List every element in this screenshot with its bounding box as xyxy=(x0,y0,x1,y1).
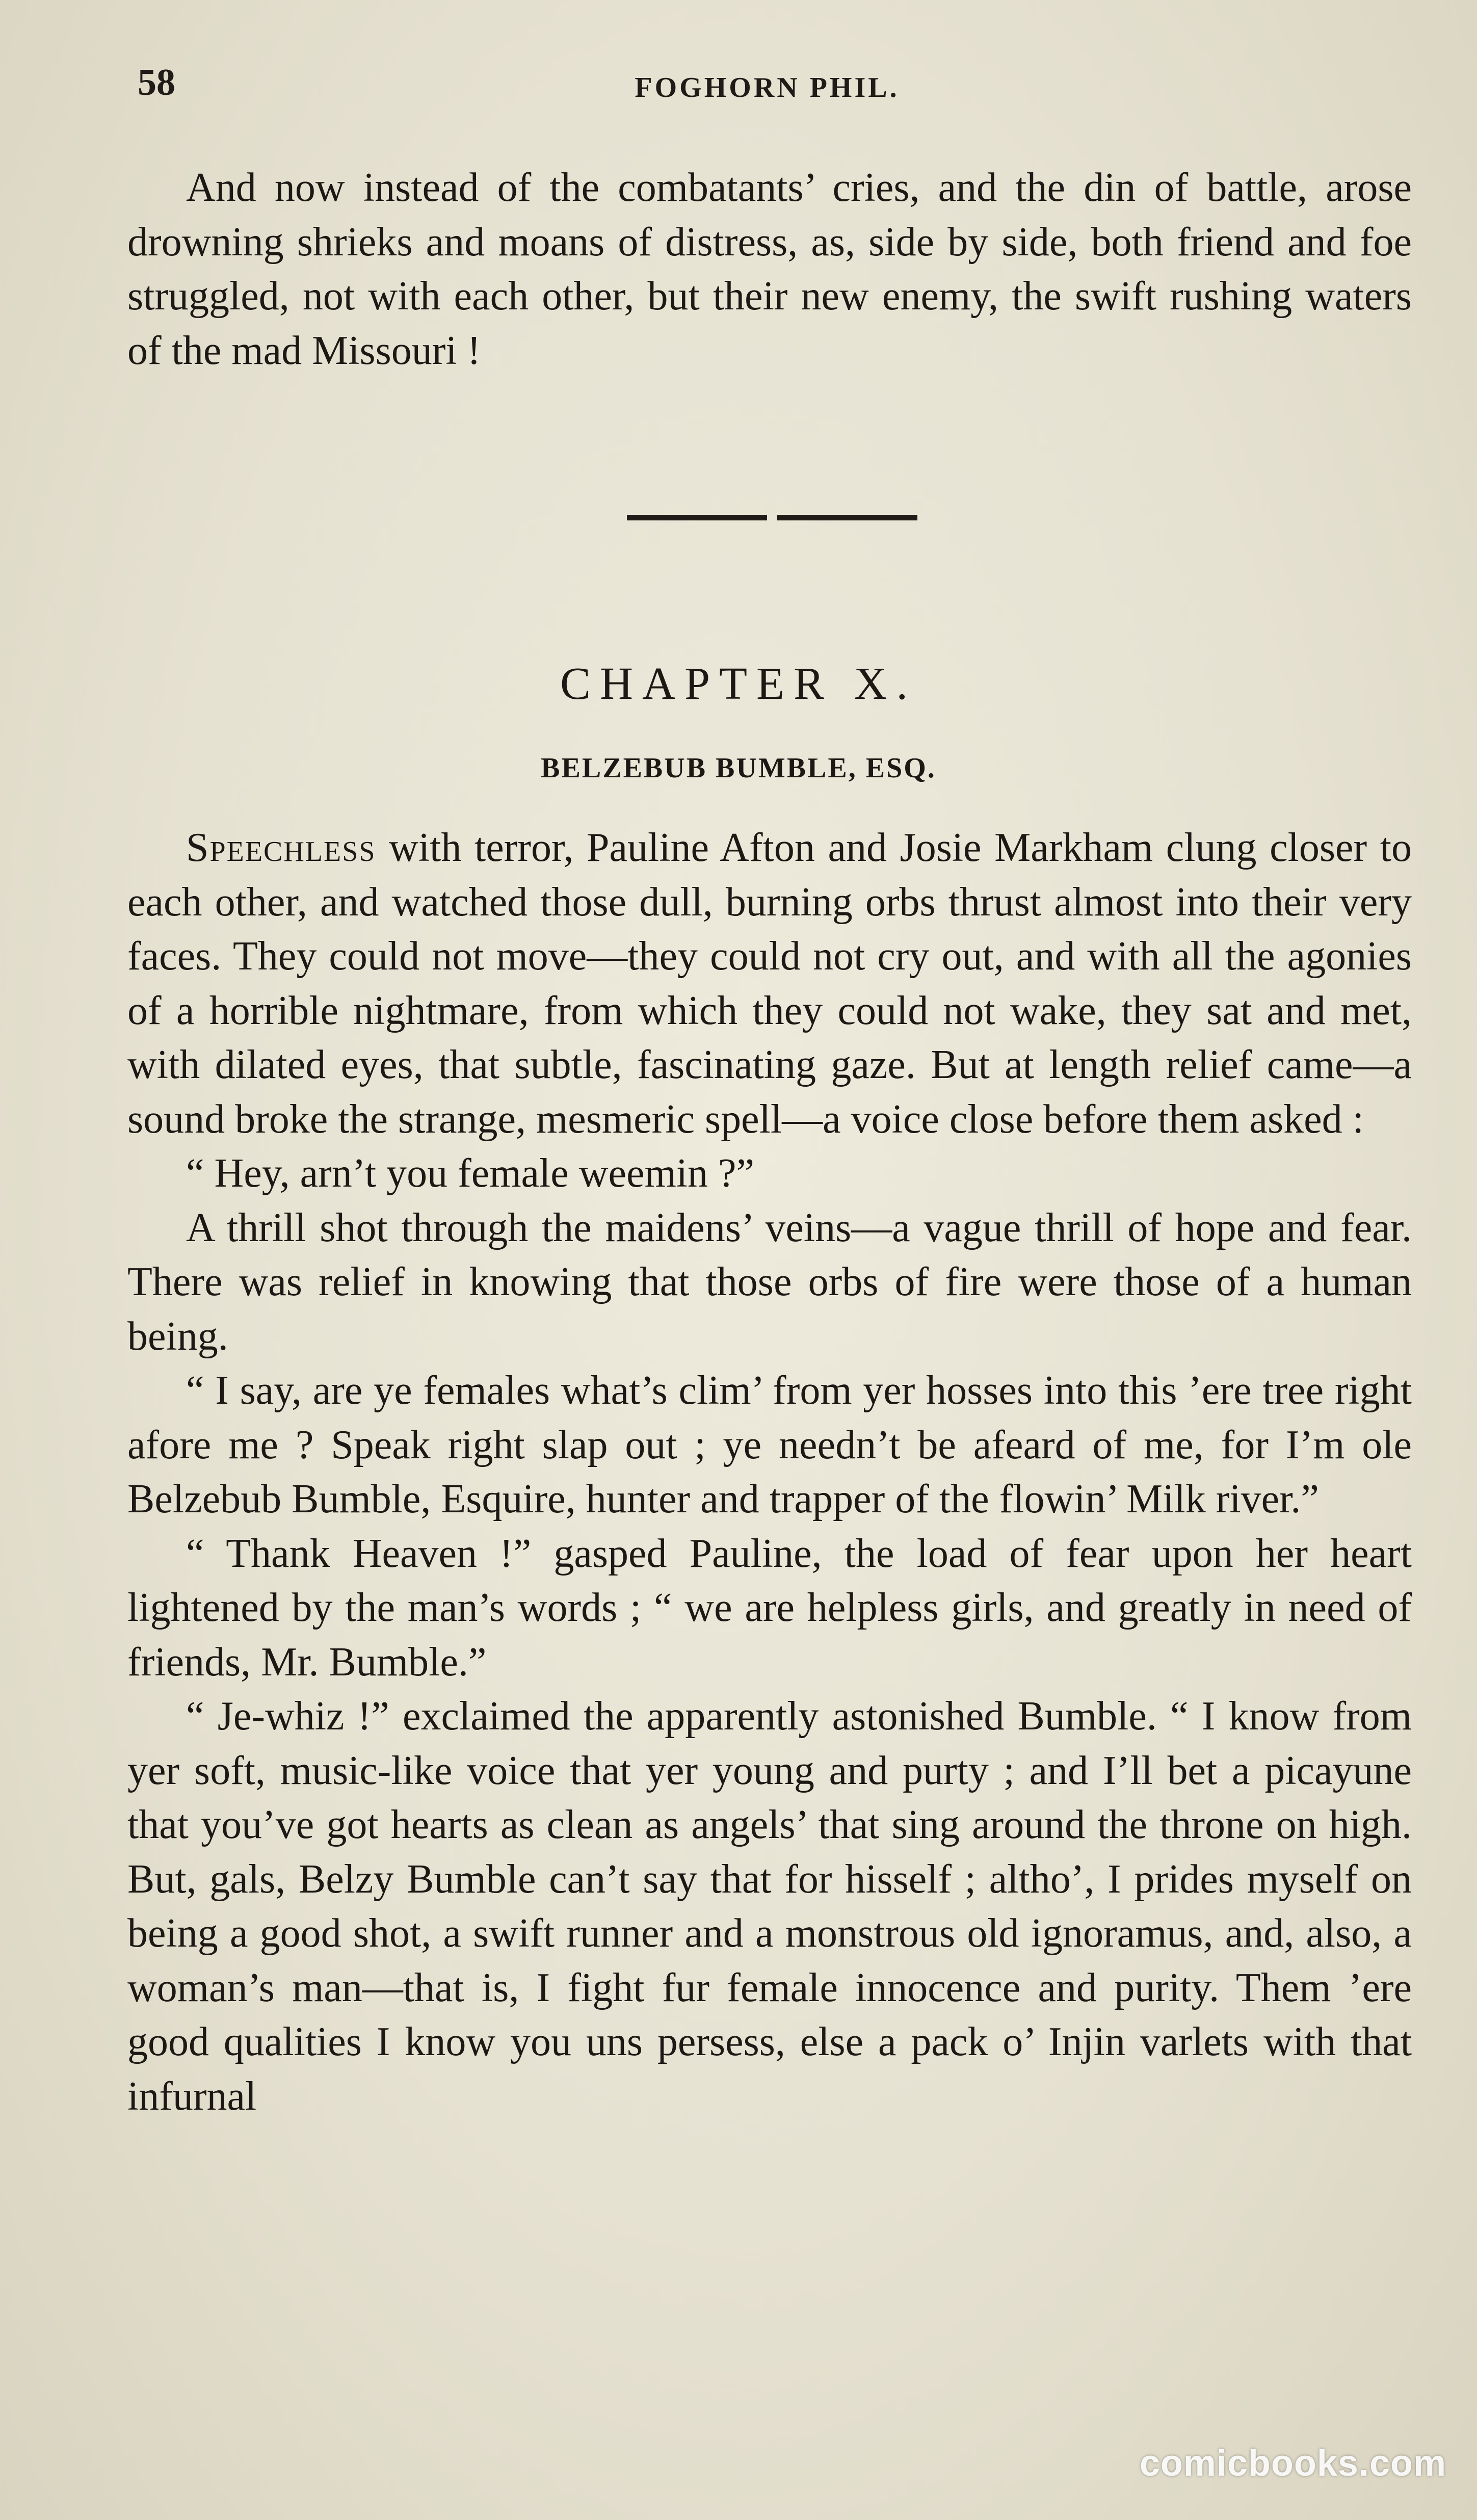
running-head xyxy=(133,56,1402,112)
chapter-body xyxy=(127,821,1412,2123)
paragraph-5: “ Thank Heaven !” gasped Pauline, the load of fear upon her heart lightened by the man’s words ; “ we are helpless girls, and greatly in need of friends, Mr. Bumble.” xyxy=(127,1531,1412,1685)
paragraph-6: “ Je-whiz !” exclaimed the apparently astonished Bumble. “ I know from yer soft, music-like voice that yer young and purty ; and I’ll bet a picayune that you’ve got hearts as clean as angels’ that sing around the throne on high. But, gals, Belzy Bumble can’t say that for hisself ; altho’, I prides myself on being a good shot, a swift runner and a monstrous old ignoramus, and, also, a woman’s man—that is, I fight fur female innocence and purity. Them ’ere good qualities I know you uns persess, else a pack o’ Injin varlets with that infurnal xyxy=(127,1694,1412,2119)
divider-rule-left xyxy=(627,515,767,520)
opening-paragraph: And now instead of the combatants’ cries, and the din of battle, arose drowning shrieks and moans of distress, as, side by side, both friend and foe struggled, not with each other, but their new enemy, the swift rushing waters of the mad Missouri ! xyxy=(127,165,1412,373)
chapter-title: CHAPTER X. xyxy=(560,659,917,709)
paragraph-1-text: with terror, Pauline Afton and Josie Markham clung closer to each other, and watched those dull, burning orbs thrust almost into their very faces. They could not move—they could not cry out, and with all the agonies of a horrible nightmare, from which they could not wake, they sat and met, with dilated eyes, that subtle, fascinating gaze. But at length relief came—a sound broke the strange, mesmeric spell—a voice close before them asked : xyxy=(127,825,1412,1142)
running-title: FOGHORN PHIL. xyxy=(635,72,900,103)
paragraph-3: A thrill shot through the maidens’ veins—a vague thrill of hope and fear. There was relief in knowing that those orbs of fire were those of a human being. xyxy=(127,1205,1412,1359)
opening-section xyxy=(127,161,1412,378)
paragraph-1 xyxy=(127,821,1412,1146)
chapter-subtitle: BELZEBUB BUMBLE, ESQ. xyxy=(541,752,936,784)
drop-word: Speechless xyxy=(186,825,376,870)
paragraph-4: “ I say, are ye females what’s clim’ from yer hosses into this ’ere tree right afore me ? Speak right slap out ; ye needn’t be afeard of me, for I’m ole Belzebub Bumble, Esquire, hunter and trapper of the flowin’ Milk river.” xyxy=(127,1368,1412,1521)
paragraph-2: “ Hey, arn’t you female weemin ?” xyxy=(186,1151,755,1196)
watermark: comicbooks.com xyxy=(1139,2443,1446,2484)
page-number: 58 xyxy=(138,62,175,103)
section-divider xyxy=(627,515,917,521)
divider-rule-right xyxy=(777,515,917,520)
